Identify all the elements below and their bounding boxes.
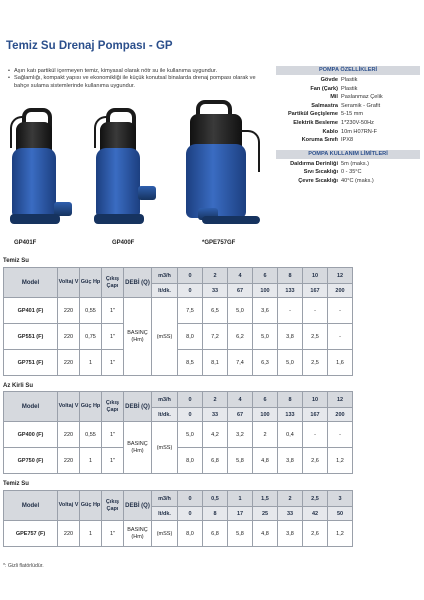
- cell-voltage: 220: [58, 448, 80, 474]
- spec-row: [276, 119, 420, 128]
- cell-outlet: 1": [102, 422, 124, 448]
- header-flow-ltdk: 100: [253, 284, 278, 298]
- spec-row: [276, 110, 420, 119]
- header-flow-ltdk: 0: [178, 408, 203, 422]
- cell-head-value: 4,8: [253, 521, 278, 547]
- spec-key: Fan (Çark): [310, 85, 338, 92]
- cell-head-value: 6,3: [253, 350, 278, 376]
- cell-voltage: 220: [58, 422, 80, 448]
- header-flow-m3h: 1: [228, 491, 253, 507]
- cell-head-value: -: [303, 422, 328, 448]
- header-flow-m3h: 2: [203, 392, 228, 408]
- spec-value: Paslanmaz Çelik: [341, 94, 383, 101]
- header-unit-m3h: m3/h: [152, 491, 178, 507]
- performance-table-3: [3, 490, 353, 547]
- bullet-2: • Sağlamlığı, kompakt yapısı ve ekonomikliği ile küçük konutsal binalarda drenaj pompası olarak ve bahçe sulama sistemlerinde kullanıma uygundur.: [8, 75, 270, 90]
- cell-pressure-label: BASINÇ (Hm): [124, 298, 152, 376]
- cell-outlet: 1": [102, 324, 124, 350]
- cell-head-value: 8,5: [178, 350, 203, 376]
- cell-voltage: 220: [58, 298, 80, 324]
- table-1-label: Temiz Su: [3, 258, 29, 264]
- cell-head-value: 5,8: [228, 448, 253, 474]
- cell-model: GP400 (F): [4, 422, 58, 448]
- header-flow-ltdk: 167: [303, 284, 328, 298]
- spec-value: Seramik - Grafit: [341, 102, 381, 109]
- table-header-row: [4, 268, 353, 284]
- cell-pressure-unit: (mSS): [152, 298, 178, 376]
- header-flow-ltdk: 133: [278, 284, 303, 298]
- performance-table-1: [3, 267, 353, 376]
- spec-key: Çevre Sıcaklığı: [298, 177, 338, 184]
- spec-row: [276, 128, 420, 137]
- cell-head-value: 5,0: [253, 324, 278, 350]
- cell-head-value: 8,1: [203, 350, 228, 376]
- header-flow-m3h: 0: [178, 268, 203, 284]
- cell-power: 1: [80, 350, 102, 376]
- table-row: [4, 521, 353, 547]
- header-flow-m3h: 6: [253, 268, 278, 284]
- header-model: Model: [4, 491, 58, 521]
- spec-key: Elektrik Besleme: [293, 119, 338, 126]
- cell-head-value: 0,4: [278, 422, 303, 448]
- spec-row: [276, 177, 420, 186]
- header-flow-m3h: 2: [278, 491, 303, 507]
- header-model: Model: [4, 392, 58, 422]
- spec-value: 1*230V-50Hz: [341, 119, 374, 126]
- spec-key: Sıvı Sıcaklığı: [303, 169, 338, 176]
- cell-head-value: -: [278, 298, 303, 324]
- cell-power: 1: [80, 521, 102, 547]
- cell-head-value: 4,8: [253, 448, 278, 474]
- header-power: Güç Hp: [80, 392, 102, 422]
- header-flow-m3h: 1,5: [253, 491, 278, 507]
- cell-power: 1: [80, 448, 102, 474]
- spec-key: Salmastra: [311, 102, 338, 109]
- spec-row: [276, 136, 420, 145]
- spec-value: 10m H07RN-F: [341, 128, 378, 135]
- footnote: *: Gizli flatörlüdür.: [3, 563, 44, 569]
- cell-head-value: 7,2: [203, 324, 228, 350]
- header-voltage: Voltaj V: [58, 268, 80, 298]
- table-2-label: Az Kirli Su: [3, 383, 34, 389]
- cell-pressure-unit: (mSS): [152, 521, 178, 547]
- cell-head-value: -: [303, 298, 328, 324]
- pump-label-gpe757gf: *GPE757GF: [202, 240, 236, 246]
- cell-voltage: 220: [58, 350, 80, 376]
- header-flow-ltdk: 33: [203, 284, 228, 298]
- table-row: [4, 422, 353, 448]
- header-flow-m3h: 10: [303, 268, 328, 284]
- header-outlet: Çıkış Çapı: [102, 268, 124, 298]
- cell-model: GPE757 (F): [4, 521, 58, 547]
- header-outlet: Çıkış Çapı: [102, 491, 124, 521]
- header-flow-ltdk: 100: [253, 408, 278, 422]
- spec-value: IPX8: [341, 137, 354, 144]
- header-flow-ltdk: 67: [228, 408, 253, 422]
- cell-head-value: -: [328, 298, 353, 324]
- cell-pressure-unit: (mSS): [152, 422, 178, 474]
- spec-key: Koruma Sınıfı: [301, 137, 338, 144]
- header-flow-m3h: 8: [278, 392, 303, 408]
- header-power: Güç Hp: [80, 491, 102, 521]
- spec-key: Partikül Geçişleme: [287, 111, 338, 118]
- cell-head-value: -: [328, 422, 353, 448]
- table-row: [4, 448, 353, 474]
- pump-image-gp400f: [86, 106, 166, 256]
- header-model: Model: [4, 268, 58, 298]
- spec-value: 5m (maks.): [341, 160, 369, 167]
- cell-head-value: 2,6: [303, 521, 328, 547]
- spec-key: Mil: [330, 94, 338, 101]
- cell-head-value: 4,2: [203, 422, 228, 448]
- cell-power: 0,55: [80, 422, 102, 448]
- header-voltage: Voltaj V: [58, 491, 80, 521]
- spec-header-features: POMPA ÖZELLİKLERİ: [276, 66, 420, 75]
- header-power: Güç Hp: [80, 268, 102, 298]
- spec-key: Gövde: [320, 77, 338, 83]
- spec-value: 5-15 mm: [341, 111, 364, 118]
- table-header-row: [4, 392, 353, 408]
- header-flow-m3h: 0: [178, 392, 203, 408]
- cell-head-value: 7,4: [228, 350, 253, 376]
- cell-head-value: -: [328, 324, 353, 350]
- cell-head-value: 5,0: [278, 350, 303, 376]
- cell-outlet: 1": [102, 350, 124, 376]
- header-flow-ltdk: 8: [203, 507, 228, 521]
- header-flow-ltdk: 25: [253, 507, 278, 521]
- spec-row: [276, 93, 420, 102]
- cell-voltage: 220: [58, 521, 80, 547]
- header-flow-ltdk: 33: [278, 507, 303, 521]
- header-flow-ltdk: 42: [303, 507, 328, 521]
- header-flow-ltdk: 200: [328, 408, 353, 422]
- cell-head-value: 5,0: [228, 298, 253, 324]
- table-row: [4, 324, 353, 350]
- cell-head-value: 5,8: [228, 521, 253, 547]
- cell-pressure-label: BASINÇ (Hm): [124, 521, 152, 547]
- cell-head-value: 7,5: [178, 298, 203, 324]
- spec-row: [276, 168, 420, 177]
- spec-row: [276, 102, 420, 111]
- cell-head-value: 6,5: [203, 298, 228, 324]
- header-flow: DEBİ (Q): [124, 392, 152, 422]
- header-flow-m3h: 10: [303, 392, 328, 408]
- cell-head-value: 8,0: [178, 324, 203, 350]
- header-flow-ltdk: 167: [303, 408, 328, 422]
- spec-row: [276, 160, 420, 169]
- header-flow-ltdk: 67: [228, 284, 253, 298]
- cell-head-value: 6,2: [228, 324, 253, 350]
- spec-row: [276, 76, 420, 85]
- spec-value: 0 - 35°C: [341, 169, 362, 176]
- pump-label-gp400f: GP400F: [112, 240, 135, 246]
- pump-specs-panel: [276, 66, 420, 186]
- cell-power: 0,55: [80, 298, 102, 324]
- header-flow-ltdk: 33: [203, 408, 228, 422]
- header-unit-m3h: m3/h: [152, 268, 178, 284]
- spec-key: Kablo: [322, 128, 338, 135]
- header-flow-m3h: 4: [228, 268, 253, 284]
- cell-head-value: 6,8: [203, 448, 228, 474]
- cell-head-value: 1,2: [328, 521, 353, 547]
- header-flow-m3h: 12: [328, 268, 353, 284]
- header-flow-m3h: 3: [328, 491, 353, 507]
- spec-header-limits: POMPA KULLANIM LİMİTLERİ: [276, 150, 420, 159]
- cell-voltage: 220: [58, 324, 80, 350]
- cell-head-value: 6,8: [203, 521, 228, 547]
- header-flow: DEBİ (Q): [124, 268, 152, 298]
- header-flow-m3h: 0: [178, 491, 203, 507]
- cell-head-value: 3,2: [228, 422, 253, 448]
- cell-model: GP751 (F): [4, 350, 58, 376]
- spec-value: Plastik: [341, 85, 358, 92]
- cell-head-value: 8,0: [178, 448, 203, 474]
- cell-outlet: 1": [102, 298, 124, 324]
- cell-head-value: 3,8: [278, 521, 303, 547]
- cell-head-value: 2,6: [303, 448, 328, 474]
- cell-head-value: 5,0: [178, 422, 203, 448]
- cell-outlet: 1": [102, 521, 124, 547]
- header-flow-ltdk: 0: [178, 284, 203, 298]
- table-row: [4, 350, 353, 376]
- pump-image-gp401f: [6, 106, 86, 256]
- cell-power: 0,75: [80, 324, 102, 350]
- header-flow-m3h: 2: [203, 268, 228, 284]
- header-flow-m3h: 6: [253, 392, 278, 408]
- header-outlet: Çıkış Çapı: [102, 392, 124, 422]
- feature-bullets: [8, 68, 270, 90]
- cell-head-value: 2,5: [303, 324, 328, 350]
- header-flow-m3h: 8: [278, 268, 303, 284]
- header-unit-ltdk: lt/dk.: [152, 408, 178, 422]
- cell-model: GP551 (F): [4, 324, 58, 350]
- performance-table-2: [3, 391, 353, 474]
- cell-head-value: 2,5: [303, 350, 328, 376]
- cell-head-value: 3,6: [253, 298, 278, 324]
- header-flow-m3h: 12: [328, 392, 353, 408]
- header-flow-m3h: 2,5: [303, 491, 328, 507]
- pump-label-gp401f: GP401F: [14, 240, 37, 246]
- header-flow-ltdk: 0: [178, 507, 203, 521]
- spec-value: Plastik: [341, 77, 358, 83]
- cell-head-value: 3,8: [278, 448, 303, 474]
- header-flow-ltdk: 17: [228, 507, 253, 521]
- header-flow-m3h: 4: [228, 392, 253, 408]
- header-flow-m3h: 0,5: [203, 491, 228, 507]
- header-flow-ltdk: 133: [278, 408, 303, 422]
- page-title: Temiz Su Drenaj Pompası - GP: [6, 40, 173, 52]
- spec-key: Daldırma Derinliği: [290, 160, 338, 167]
- table-3-label: Temiz Su: [3, 481, 29, 487]
- cell-outlet: 1": [102, 448, 124, 474]
- header-flow-ltdk: 50: [328, 507, 353, 521]
- cell-head-value: 1,2: [328, 448, 353, 474]
- cell-head-value: 3,8: [278, 324, 303, 350]
- header-flow-ltdk: 200: [328, 284, 353, 298]
- cell-head-value: 2: [253, 422, 278, 448]
- header-flow: DEBİ (Q): [124, 491, 152, 521]
- table-row: [4, 298, 353, 324]
- spec-value: 40°C (maks.): [341, 177, 374, 184]
- pump-images: [4, 98, 272, 268]
- bullet-1: • Aşırı katı partikül içermeyen temiz, kimyasal olarak nötr su ile kullanıma uygundur.: [8, 68, 270, 75]
- header-voltage: Voltaj V: [58, 392, 80, 422]
- cell-model: GP750 (F): [4, 448, 58, 474]
- table-header-row: [4, 491, 353, 507]
- cell-head-value: 8,0: [178, 521, 203, 547]
- cell-pressure-label: BASINÇ (Hm): [124, 422, 152, 474]
- header-unit-ltdk: lt/dk.: [152, 507, 178, 521]
- pump-image-gpe757gf: [172, 100, 268, 250]
- header-unit-m3h: m3/h: [152, 392, 178, 408]
- cell-model: GP401 (F): [4, 298, 58, 324]
- spec-row: [276, 85, 420, 94]
- cell-head-value: 1,6: [328, 350, 353, 376]
- header-unit-ltdk: lt/dk.: [152, 284, 178, 298]
